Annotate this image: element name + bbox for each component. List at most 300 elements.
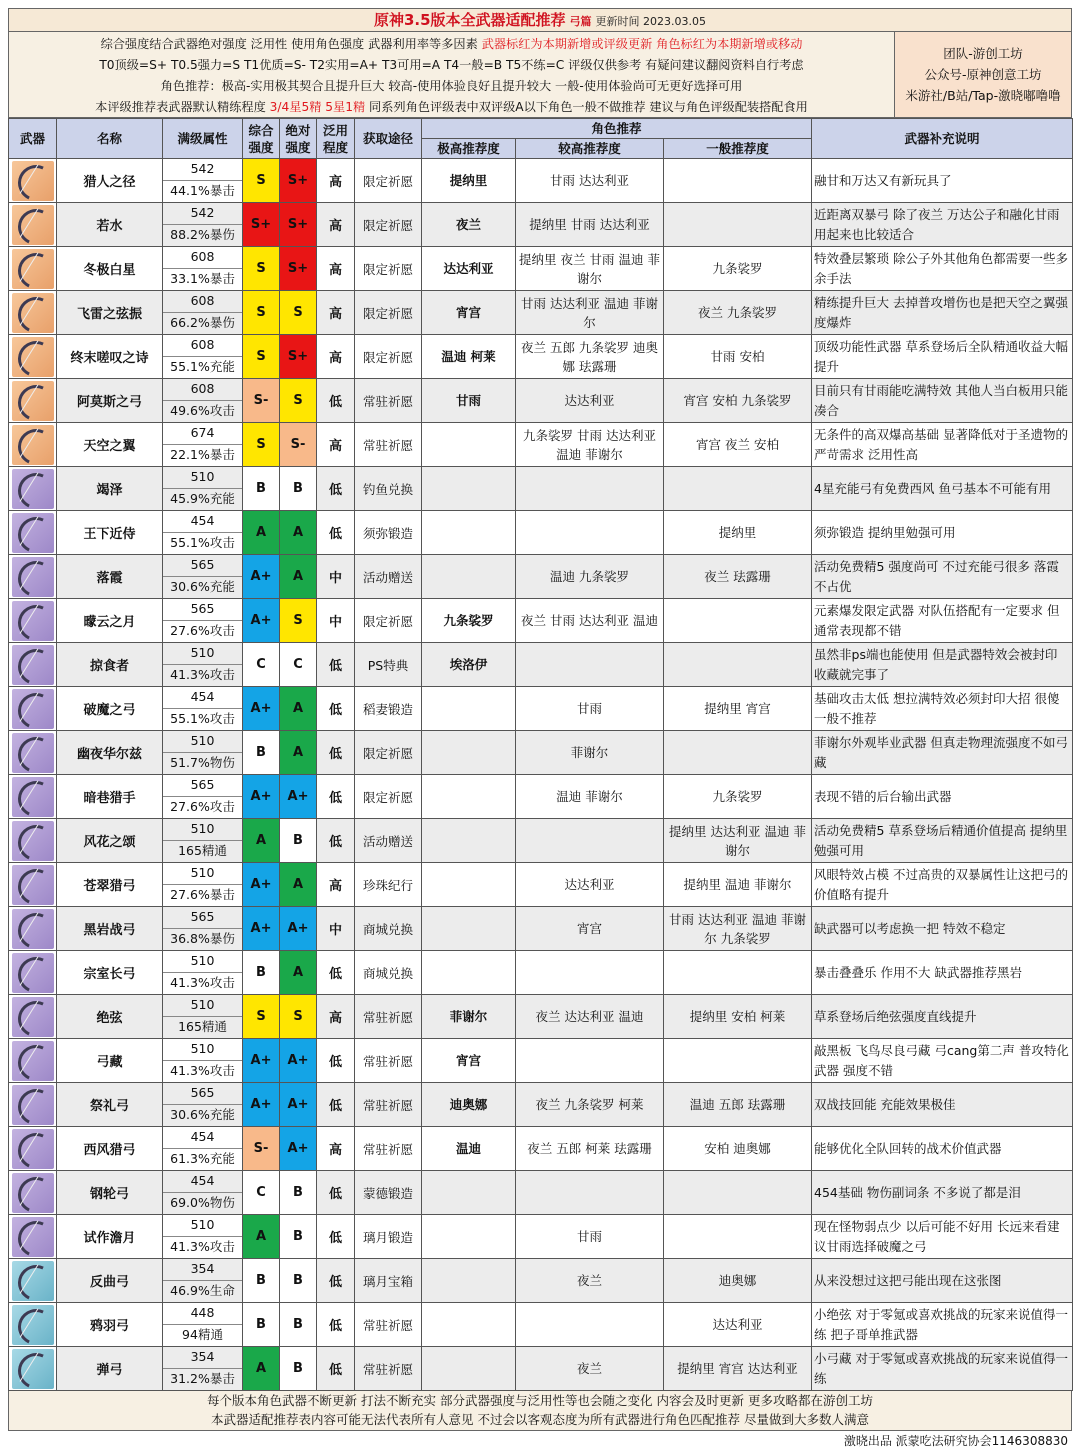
col-overall: 综合强度 [243, 119, 280, 159]
overall-grade: A+ [243, 1039, 280, 1083]
weapon-note: 菲谢尔外观毕业武器 但真走物理流强度不如弓藏 [812, 731, 1073, 775]
very-high-roles [422, 819, 516, 863]
weapon-image-cell [9, 291, 57, 335]
sub-stat: 55.1%充能 [170, 359, 235, 374]
weapon-table [8, 118, 1073, 1391]
table-row [9, 687, 1073, 731]
weapon-stats [163, 159, 243, 203]
weapon-image-cell [9, 775, 57, 819]
base-atk: 454 [163, 1127, 242, 1149]
very-high-roles [422, 467, 516, 511]
bow-icon [12, 161, 54, 201]
source: 常驻祈愿 [355, 423, 422, 467]
overall-grade: S [243, 423, 280, 467]
table-row [9, 907, 1073, 951]
absolute-grade: A [280, 951, 317, 995]
high-roles: 夜兰 九条裟罗 柯莱 [516, 1083, 664, 1127]
info-line-4: 本评级推荐表武器默认精练程度 3/4星5精 5星1精 同系列角色评级表中双评级A以下角色一般不做推荐 建议与角色评级配装搭配食用 [95, 100, 808, 114]
weapon-name: 落霞 [57, 555, 163, 599]
high-roles: 达达利亚 [516, 379, 664, 423]
sub-stat: 22.1%暴击 [170, 447, 235, 462]
source: 璃月锻造 [355, 1215, 422, 1259]
absolute-grade: A+ [280, 907, 317, 951]
weapon-name: 试作澹月 [57, 1215, 163, 1259]
col-absolute: 绝对强度 [280, 119, 317, 159]
sub-stat: 36.8%暴伤 [170, 931, 235, 946]
weapon-stats [163, 1347, 243, 1391]
absolute-grade: B [280, 1171, 317, 1215]
weapon-stats [163, 203, 243, 247]
normal-roles: 迪奥娜 [664, 1259, 812, 1303]
overall-grade: A+ [243, 555, 280, 599]
source: 常驻祈愿 [355, 1083, 422, 1127]
weapon-name: 宗室长弓 [57, 951, 163, 995]
high-roles: 温迪 菲谢尔 [516, 775, 664, 819]
normal-roles: 提纳里 [664, 511, 812, 555]
sub-stat: 30.6%充能 [170, 1107, 235, 1122]
source: 限定祈愿 [355, 159, 422, 203]
normal-roles [664, 1039, 812, 1083]
sub-stat: 27.6%攻击 [170, 799, 235, 814]
normal-roles: 九条裟罗 [664, 247, 812, 291]
weapon-image-cell [9, 1347, 57, 1391]
weapon-name: 风花之颂 [57, 819, 163, 863]
weapon-note: 暴击叠叠乐 作用不大 缺武器推荐黑岩 [812, 951, 1073, 995]
weapon-stats [163, 1303, 243, 1347]
versatility: 高 [317, 995, 355, 1039]
base-atk: 608 [163, 247, 242, 269]
info-panel [8, 32, 1072, 118]
page-title: 原神3.5版本全武器适配推荐 [373, 11, 566, 29]
source: 璃月宝箱 [355, 1259, 422, 1303]
table-row [9, 1215, 1073, 1259]
base-atk: 510 [163, 1215, 242, 1237]
source: 活动赠送 [355, 819, 422, 863]
weapon-note: 目前只有甘雨能吃满特效 其他人当白板用只能凑合 [812, 379, 1073, 423]
sub-stat: 51.7%物伤 [170, 755, 235, 770]
weapon-name: 弓藏 [57, 1039, 163, 1083]
very-high-roles [422, 1303, 516, 1347]
weapon-name: 猎人之径 [57, 159, 163, 203]
versatility: 高 [317, 423, 355, 467]
weapon-stats [163, 731, 243, 775]
weapon-note: 缺武器可以考虑换一把 特效不稳定 [812, 907, 1073, 951]
very-high-roles [422, 907, 516, 951]
normal-roles: 提纳里 温迪 菲谢尔 [664, 863, 812, 907]
weapon-stats [163, 995, 243, 1039]
versatility: 低 [317, 511, 355, 555]
bow-icon [12, 821, 54, 861]
weapon-note: 风眼特效占模 不过高贵的双暴属性让这把弓的价值略有提升 [812, 863, 1073, 907]
sub-stat: 45.9%充能 [170, 491, 235, 506]
overall-grade: A [243, 819, 280, 863]
base-atk: 454 [163, 511, 242, 533]
table-row [9, 731, 1073, 775]
col-stats: 满级属性 [163, 119, 243, 159]
normal-roles [664, 203, 812, 247]
normal-roles: 达达利亚 [664, 1303, 812, 1347]
table-row [9, 511, 1073, 555]
col-versatility: 泛用程度 [317, 119, 355, 159]
table-row [9, 863, 1073, 907]
versatility: 高 [317, 1127, 355, 1171]
source: 限定祈愿 [355, 335, 422, 379]
official-account: 公众号-原神创意工坊 [924, 67, 1042, 82]
versatility: 高 [317, 247, 355, 291]
base-atk: 608 [163, 379, 242, 401]
table-body [9, 159, 1073, 1391]
sub-stat: 41.3%攻击 [170, 667, 235, 682]
high-roles [516, 951, 664, 995]
info-text [9, 32, 894, 117]
sub-stat: 33.1%暴击 [170, 271, 235, 286]
table-row [9, 775, 1073, 819]
overall-grade: B [243, 1259, 280, 1303]
page [8, 8, 1072, 1451]
table-row [9, 203, 1073, 247]
normal-roles: 夜兰 珐露珊 [664, 555, 812, 599]
overall-grade: A+ [243, 863, 280, 907]
weapon-image-cell [9, 643, 57, 687]
base-atk: 354 [163, 1347, 242, 1369]
source: 须弥锻造 [355, 511, 422, 555]
credit: 激晓出品 派蒙吃法研究协会1146308830 [843, 1434, 1068, 1448]
base-atk: 608 [163, 335, 242, 357]
weapon-name: 苍翠猎弓 [57, 863, 163, 907]
weapon-image-cell [9, 1127, 57, 1171]
table-row [9, 1171, 1073, 1215]
weapon-note: 基础攻击太低 想拉满特效必须封印大招 很傻 一般不推荐 [812, 687, 1073, 731]
weapon-name: 幽夜华尔兹 [57, 731, 163, 775]
versatility: 低 [317, 687, 355, 731]
absolute-grade: A [280, 511, 317, 555]
very-high-roles: 温迪 [422, 1127, 516, 1171]
very-high-roles: 埃洛伊 [422, 643, 516, 687]
overall-grade: S- [243, 379, 280, 423]
very-high-roles: 菲谢尔 [422, 995, 516, 1039]
weapon-image-cell [9, 511, 57, 555]
overall-grade: B [243, 731, 280, 775]
weapon-image-cell [9, 379, 57, 423]
bow-icon [12, 425, 54, 465]
weapon-stats [163, 1259, 243, 1303]
weapon-image-cell [9, 203, 57, 247]
weapon-name: 天空之翼 [57, 423, 163, 467]
absolute-grade: C [280, 643, 317, 687]
bow-icon [12, 1173, 54, 1213]
weapon-note: 近距离双暴弓 除了夜兰 万达公子和融化甘雨用起来也比较适合 [812, 203, 1073, 247]
weapon-stats [163, 379, 243, 423]
sub-stat: 165精通 [178, 843, 227, 858]
high-roles: 夜兰 五郎 九条裟罗 迪奥娜 珐露珊 [516, 335, 664, 379]
absolute-grade: S+ [280, 247, 317, 291]
versatility: 高 [317, 863, 355, 907]
weapon-note: 双战技回能 充能效果极佳 [812, 1083, 1073, 1127]
very-high-roles: 提纳里 [422, 159, 516, 203]
absolute-grade: A [280, 555, 317, 599]
weapon-stats [163, 643, 243, 687]
absolute-grade: A+ [280, 1127, 317, 1171]
weapon-stats [163, 951, 243, 995]
weapon-name: 破魔之弓 [57, 687, 163, 731]
weapon-name: 反曲弓 [57, 1259, 163, 1303]
weapon-stats [163, 1215, 243, 1259]
weapon-image-cell [9, 995, 57, 1039]
very-high-roles: 夜兰 [422, 203, 516, 247]
weapon-note: 454基础 物伤副词条 不多说了都是泪 [812, 1171, 1073, 1215]
overall-grade: B [243, 467, 280, 511]
base-atk: 565 [163, 599, 242, 621]
weapon-note: 从来没想过这把弓能出现在这张图 [812, 1259, 1073, 1303]
weapon-stats [163, 423, 243, 467]
versatility: 高 [317, 203, 355, 247]
absolute-grade: B [280, 819, 317, 863]
source: 活动赠送 [355, 555, 422, 599]
overall-grade: S [243, 291, 280, 335]
versatility: 低 [317, 951, 355, 995]
weapon-image-cell [9, 1259, 57, 1303]
weapon-stats [163, 467, 243, 511]
absolute-grade: S+ [280, 335, 317, 379]
versatility: 中 [317, 555, 355, 599]
overall-grade: C [243, 643, 280, 687]
absolute-grade: S [280, 599, 317, 643]
table-row [9, 1303, 1073, 1347]
very-high-roles [422, 1215, 516, 1259]
table-row [9, 335, 1073, 379]
very-high-roles: 宵宫 [422, 291, 516, 335]
absolute-grade: A [280, 687, 317, 731]
weapon-note: 顶级功能性武器 草系登场后全队精通收益大幅提升 [812, 335, 1073, 379]
very-high-roles [422, 555, 516, 599]
high-roles [516, 819, 664, 863]
high-roles: 宵宫 [516, 907, 664, 951]
base-atk: 510 [163, 863, 242, 885]
weapon-image-cell [9, 863, 57, 907]
normal-roles: 提纳里 安柏 柯莱 [664, 995, 812, 1039]
table-row [9, 599, 1073, 643]
bow-icon [12, 733, 54, 773]
sub-stat: 49.6%攻击 [170, 403, 235, 418]
very-high-roles [422, 731, 516, 775]
base-atk: 565 [163, 1083, 242, 1105]
weapon-image-cell [9, 1083, 57, 1127]
bow-icon [12, 645, 54, 685]
sub-stat: 41.3%攻击 [170, 975, 235, 990]
absolute-grade: A [280, 863, 317, 907]
versatility: 低 [317, 775, 355, 819]
absolute-grade: S [280, 291, 317, 335]
weapon-stats [163, 1171, 243, 1215]
sub-stat: 88.2%暴伤 [170, 227, 235, 242]
weapon-image-cell [9, 599, 57, 643]
high-roles: 甘雨 达达利亚 温迪 菲谢尔 [516, 291, 664, 335]
high-roles: 温迪 九条裟罗 [516, 555, 664, 599]
table-row [9, 1083, 1073, 1127]
weapon-note: 须弥锻造 提纳里勉强可用 [812, 511, 1073, 555]
sub-stat: 27.6%暴击 [170, 887, 235, 902]
high-roles [516, 643, 664, 687]
absolute-grade: S+ [280, 159, 317, 203]
high-roles [516, 1039, 664, 1083]
versatility: 低 [317, 1171, 355, 1215]
sub-stat: 69.0%物伤 [170, 1195, 235, 1210]
bow-icon [12, 1041, 54, 1081]
versatility: 低 [317, 643, 355, 687]
weapon-note: 小绝弦 对于零氪或喜欢挑战的玩家来说值得一练 把子哥单推武器 [812, 1303, 1073, 1347]
sub-stat: 165精通 [178, 1019, 227, 1034]
base-atk: 608 [163, 291, 242, 313]
very-high-roles [422, 1259, 516, 1303]
base-atk: 565 [163, 775, 242, 797]
high-roles: 甘雨 [516, 687, 664, 731]
weapon-image-cell [9, 1215, 57, 1259]
bow-icon [12, 1129, 54, 1169]
weapon-note: 元素爆发限定武器 对队伍搭配有一定要求 但通常表现都不错 [812, 599, 1073, 643]
base-atk: 448 [163, 1303, 242, 1325]
weapon-name: 绝弦 [57, 995, 163, 1039]
source: 限定祈愿 [355, 247, 422, 291]
high-roles: 甘雨 达达利亚 [516, 159, 664, 203]
versatility: 低 [317, 467, 355, 511]
table-row [9, 423, 1073, 467]
weapon-image-cell [9, 819, 57, 863]
versatility: 低 [317, 1215, 355, 1259]
table-row [9, 1039, 1073, 1083]
base-atk: 565 [163, 555, 242, 577]
overall-grade: C [243, 1171, 280, 1215]
table-row [9, 1259, 1073, 1303]
sub-stat: 55.1%攻击 [170, 711, 235, 726]
base-atk: 674 [163, 423, 242, 445]
weapon-stats [163, 1039, 243, 1083]
normal-roles: 甘雨 安柏 [664, 335, 812, 379]
bow-icon [12, 1085, 54, 1125]
footer-line-1: 每个版本角色武器不断更新 打法不断充实 部分武器强度与泛用性等也会随之变化 内容会及时更新 更多攻略都在游创工坊 [207, 1393, 873, 1408]
weapon-name: 王下近侍 [57, 511, 163, 555]
table-row [9, 555, 1073, 599]
source: 蒙德锻造 [355, 1171, 422, 1215]
weapon-name: 竭泽 [57, 467, 163, 511]
col-name: 名称 [57, 119, 163, 159]
versatility: 中 [317, 907, 355, 951]
bow-icon [12, 1305, 54, 1345]
high-roles [516, 467, 664, 511]
weapon-stats [163, 775, 243, 819]
weapon-name: 西风猎弓 [57, 1127, 163, 1171]
weapon-note: 能够优化全队回转的战术价值武器 [812, 1127, 1073, 1171]
sub-stat: 94精通 [182, 1327, 223, 1342]
overall-grade: A [243, 1215, 280, 1259]
sub-stat: 46.9%生命 [170, 1283, 235, 1298]
overall-grade: A+ [243, 1083, 280, 1127]
base-atk: 565 [163, 907, 242, 929]
bow-icon [12, 337, 54, 377]
very-high-roles: 温迪 柯莱 [422, 335, 516, 379]
weapon-name: 曚云之月 [57, 599, 163, 643]
source: 常驻祈愿 [355, 379, 422, 423]
author-panel [894, 32, 1071, 117]
source: 限定祈愿 [355, 203, 422, 247]
absolute-grade: A+ [280, 1039, 317, 1083]
absolute-grade: S [280, 995, 317, 1039]
high-roles [516, 1303, 664, 1347]
very-high-roles [422, 423, 516, 467]
source: 限定祈愿 [355, 291, 422, 335]
base-atk: 454 [163, 687, 242, 709]
base-atk: 510 [163, 731, 242, 753]
sub-stat: 41.3%攻击 [170, 1239, 235, 1254]
weapon-image-cell [9, 1303, 57, 1347]
absolute-grade: A+ [280, 775, 317, 819]
base-atk: 510 [163, 467, 242, 489]
overall-grade: B [243, 1303, 280, 1347]
normal-roles [664, 467, 812, 511]
normal-roles: 提纳里 宵宫 达达利亚 [664, 1347, 812, 1391]
base-atk: 454 [163, 1171, 242, 1193]
very-high-roles: 宵宫 [422, 1039, 516, 1083]
info-line-2: T0顶级=S+ T0.5强力=S T1优质=S- T2实用=A+ T3可用=A T4一般=B T5不练=C 评级仅供参考 有疑问建议翻阅资料自行考虑 [99, 58, 804, 72]
col-weapon: 武器 [9, 119, 57, 159]
high-roles: 夜兰 五郎 柯莱 珐露珊 [516, 1127, 664, 1171]
table-row [9, 819, 1073, 863]
overall-grade: A+ [243, 907, 280, 951]
bow-icon [12, 205, 54, 245]
weapon-name: 掠食者 [57, 643, 163, 687]
weapon-stats [163, 291, 243, 335]
table-row [9, 467, 1073, 511]
absolute-grade: A [280, 731, 317, 775]
weapon-image-cell [9, 687, 57, 731]
weapon-note: 敲黑板 飞鸟尽良弓藏 弓cang第二声 普攻特化武器 强度不错 [812, 1039, 1073, 1083]
normal-roles: 夜兰 九条裟罗 [664, 291, 812, 335]
weapon-stats [163, 863, 243, 907]
weapon-image-cell [9, 907, 57, 951]
versatility: 低 [317, 731, 355, 775]
high-roles: 九条裟罗 甘雨 达达利亚 温迪 菲谢尔 [516, 423, 664, 467]
absolute-grade: A+ [280, 1083, 317, 1127]
table-row [9, 643, 1073, 687]
weapon-name: 若水 [57, 203, 163, 247]
normal-roles [664, 599, 812, 643]
overall-grade: B [243, 951, 280, 995]
base-atk: 510 [163, 819, 242, 841]
bow-icon [12, 1349, 54, 1389]
weapon-note: 精练提升巨大 去掉普攻增伤也是把天空之翼强度爆炸 [812, 291, 1073, 335]
source: 商城兑换 [355, 951, 422, 995]
weapon-note: 表现不错的后台输出武器 [812, 775, 1073, 819]
very-high-roles [422, 511, 516, 555]
normal-roles: 提纳里 达达利亚 温迪 菲谢尔 [664, 819, 812, 863]
weapon-image-cell [9, 159, 57, 203]
normal-roles [664, 643, 812, 687]
very-high-roles: 九条裟罗 [422, 599, 516, 643]
very-high-roles [422, 775, 516, 819]
weapon-stats [163, 819, 243, 863]
sub-stat: 41.3%攻击 [170, 1063, 235, 1078]
weapon-note: 无条件的高双爆高基础 显著降低对于圣遗物的严苛需求 泛用性高 [812, 423, 1073, 467]
overall-grade: S [243, 995, 280, 1039]
base-atk: 354 [163, 1259, 242, 1281]
normal-roles: 宵宫 夜兰 安柏 [664, 423, 812, 467]
table-row [9, 159, 1073, 203]
col-high: 较高推荐度 [516, 139, 664, 159]
source: 常驻祈愿 [355, 995, 422, 1039]
weapon-image-cell [9, 731, 57, 775]
weapon-image-cell [9, 335, 57, 379]
weapon-stats [163, 599, 243, 643]
bow-icon [12, 1261, 54, 1301]
